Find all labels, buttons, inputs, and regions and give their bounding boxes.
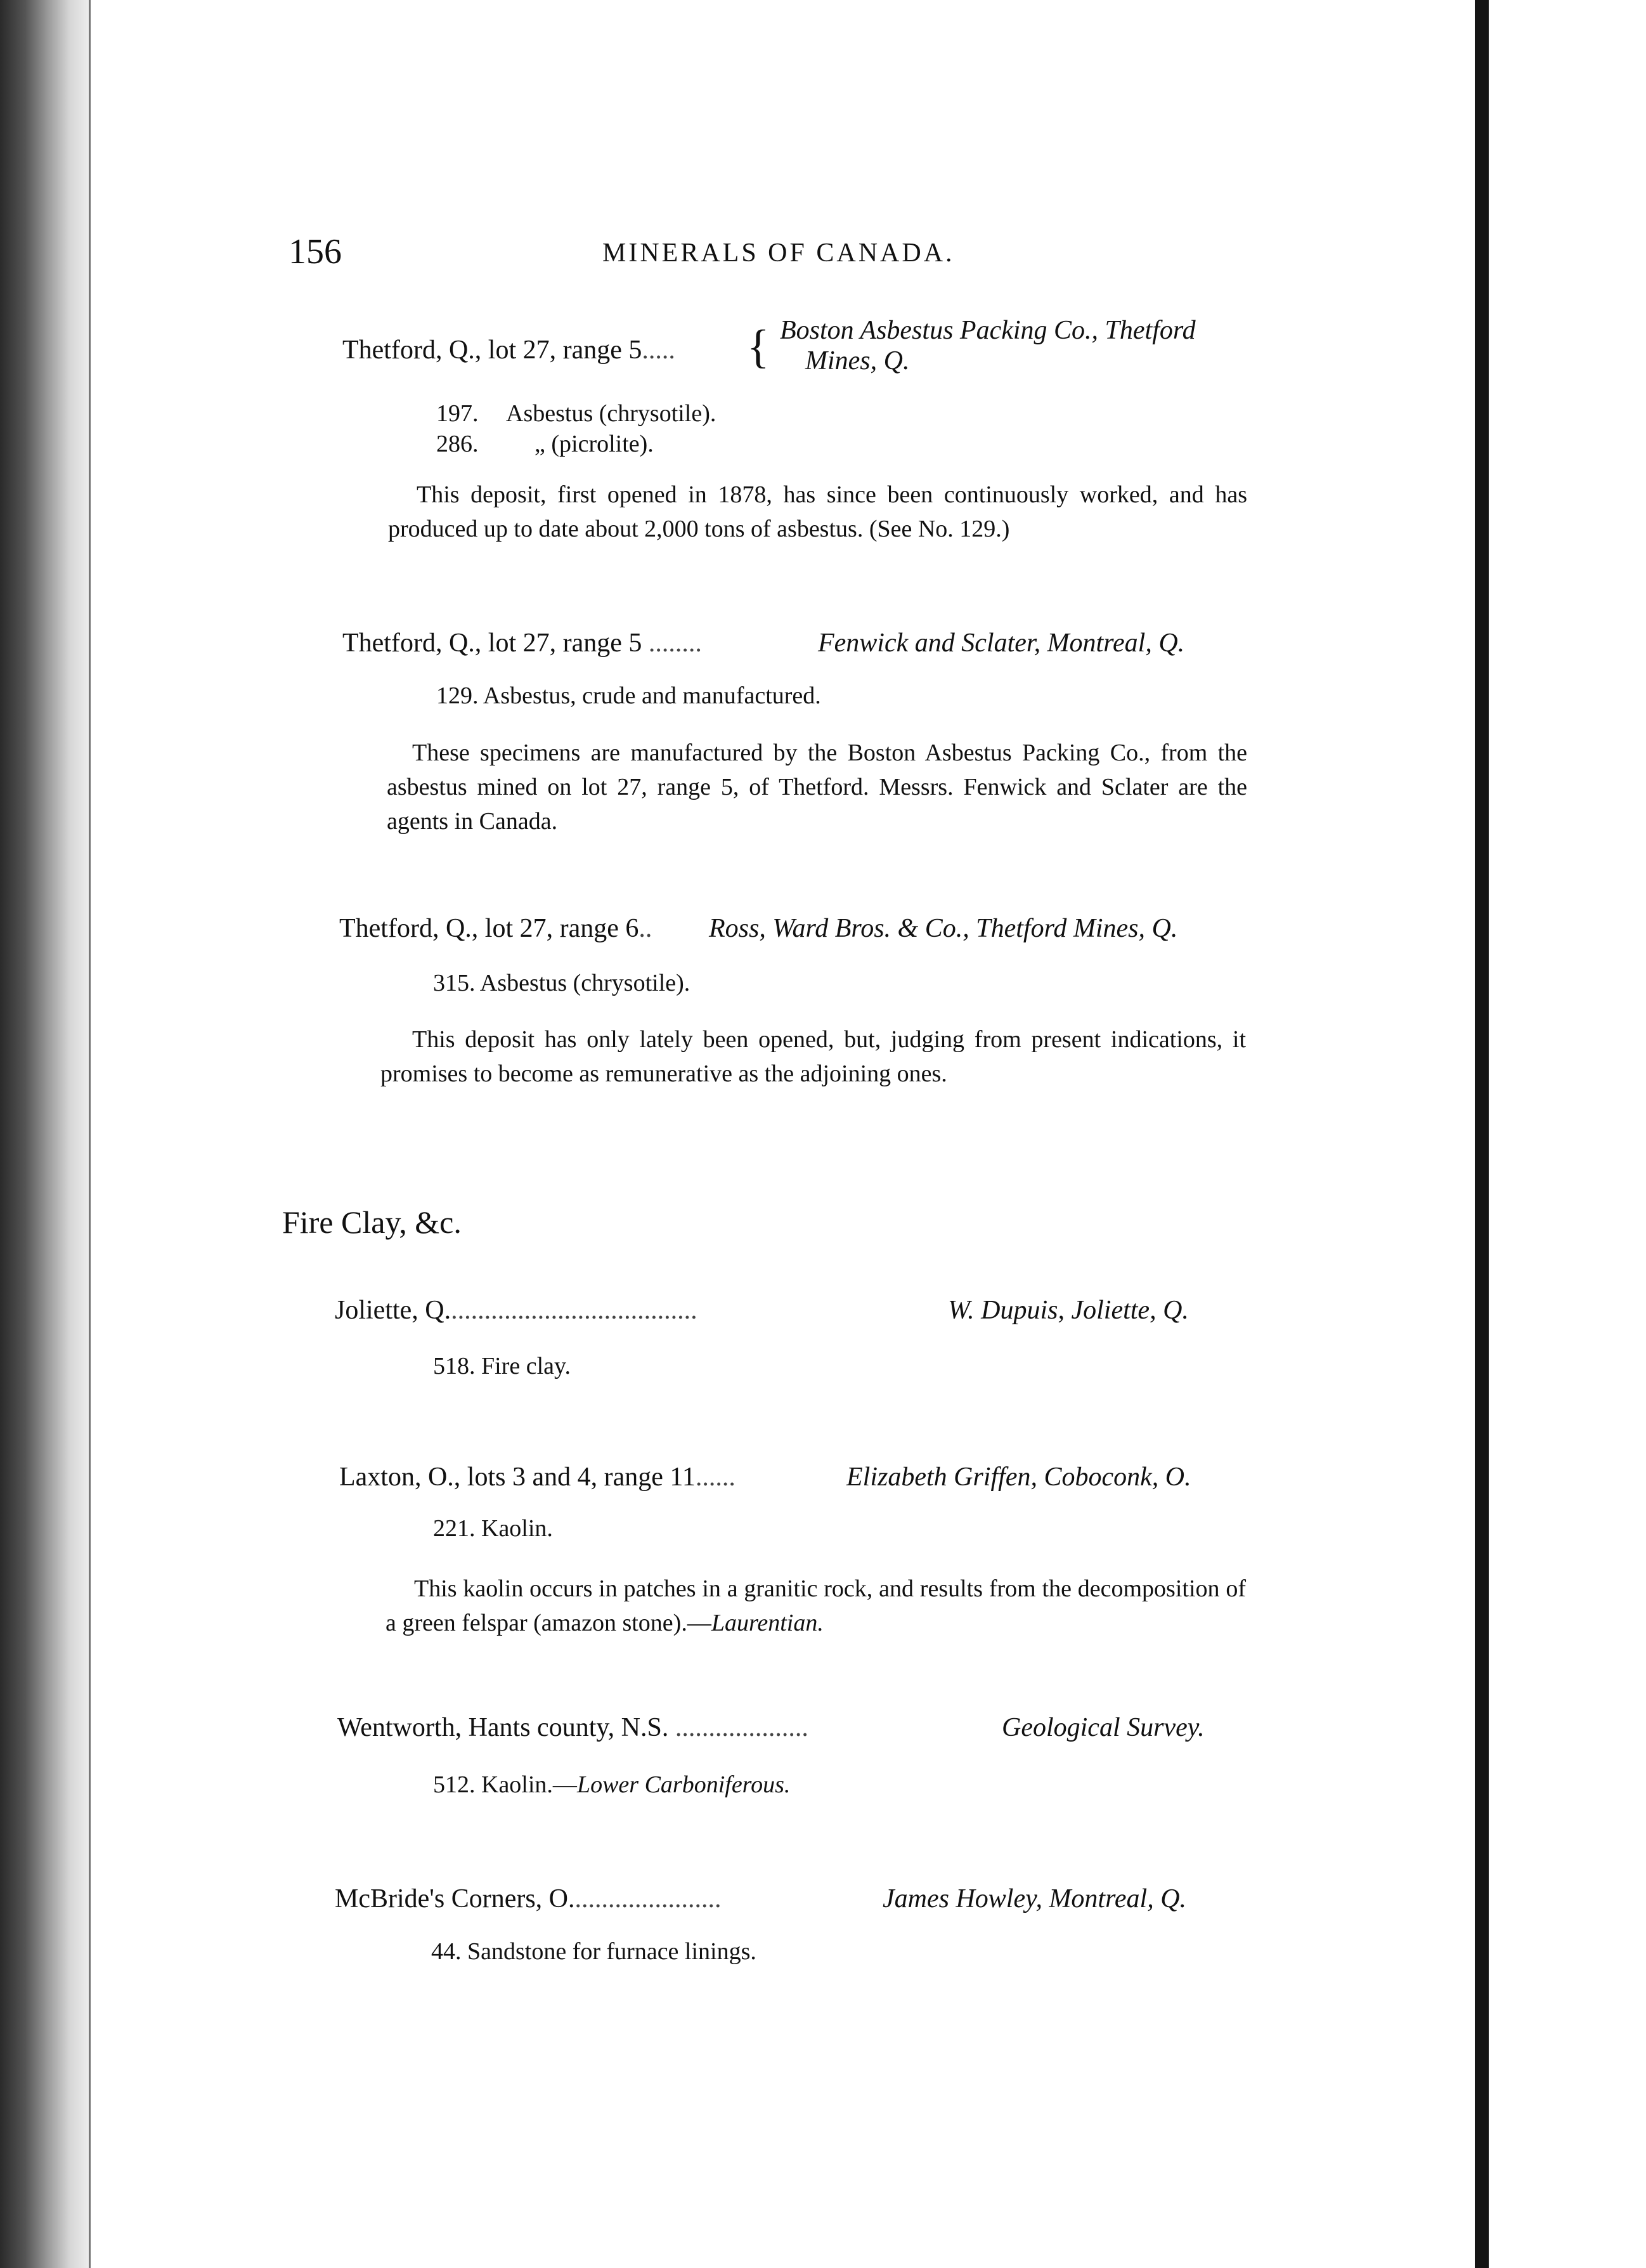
entry-specimen: 518. Fire clay. [433, 1353, 571, 1379]
locality-text: Wentworth, Hants county, N.S. [337, 1713, 669, 1742]
entry-contributor: James Howley, Montreal, Q. [883, 1884, 1187, 1913]
entry-note: These specimens are manufactured by the Boston Asbestus Packing Co., from the asbestus mined on lot 27, range 5, of Thetford. Messrs. Fenwick and Sclater are the agents in Canada. [387, 740, 1247, 835]
entry-contributor: Geological Survey. [1002, 1713, 1205, 1742]
dot-leader: .................... [675, 1713, 808, 1742]
dot-leader: ...... [695, 1463, 736, 1492]
book-spine [0, 0, 95, 2268]
entry-locality [339, 1462, 736, 1492]
entry-locality [337, 1712, 808, 1743]
entry-contributor: W. Dupuis, Joliette, Q. [948, 1296, 1189, 1325]
dot-leader: .. [638, 914, 652, 943]
specimen-number: 197. [436, 400, 479, 427]
note-text: This kaolin occurs in patches in a granitic rock, and results from the decomposition of a green felspar (amazon stone).— [386, 1575, 1246, 1636]
page-number: 156 [288, 232, 342, 271]
page-gutter [1475, 0, 1489, 2268]
entry-locality [335, 1884, 722, 1914]
entry-contributor: Ross, Ward Bros. & Co., Thetford Mines, Q. [709, 914, 1178, 943]
running-title: MINERALS OF CANADA. [602, 238, 955, 268]
locality-text: Joliette, Q. [335, 1296, 451, 1325]
specimen-text: „ (picrolite). [535, 431, 654, 457]
entry-note: This deposit, first opened in 1878, has since been continuously worked, and has produced up to date about 2,000 tons of asbestus. (See No. 129.) [388, 481, 1247, 542]
dot-leader: ..... [642, 336, 675, 365]
specimen-text: 512. Kaolin.— [433, 1771, 577, 1798]
locality-text: Thetford, Q., lot 27, range 5 [342, 336, 642, 365]
dot-leader: ........ [648, 629, 702, 658]
locality-text: Laxton, O., lots 3 and 4, range 11 [339, 1463, 696, 1492]
entry-note: This deposit has only lately been opened, but, judging from present indications, it promises to become as remunerative as the adjoining ones. [380, 1026, 1246, 1087]
entry-specimen: 129. Asbestus, crude and manufactured. [436, 682, 821, 709]
note-formation: Laurentian. [711, 1610, 824, 1636]
locality-text: McBride's Corners, O. [335, 1884, 575, 1913]
dot-leader: ...................... [574, 1884, 722, 1913]
entry-note [386, 1572, 1246, 1640]
entry-contributor-line1: Boston Asbestus Packing Co., Thetford [780, 316, 1196, 345]
entry-contributor: Elizabeth Griffen, Coboconk, O. [846, 1463, 1191, 1492]
entry-specimen: 44. Sandstone for furnace linings. [431, 1938, 756, 1965]
entry-specimen: 221. Kaolin. [433, 1515, 553, 1542]
facing-page-edge [1489, 0, 1646, 2268]
specimen-number: 286. [436, 431, 479, 457]
section-heading: Fire Clay, &c. [282, 1204, 462, 1240]
specimen-text: Asbestus (chrysotile). [506, 400, 716, 427]
entry-locality [339, 913, 652, 944]
brace-icon: { [747, 321, 770, 373]
specimen-formation: Lower Carboniferous. [576, 1771, 791, 1798]
locality-text: Thetford, Q., lot 27, range 5 [342, 629, 642, 658]
entry-contributor-line2: Mines, Q. [805, 346, 910, 375]
entry-locality [342, 628, 702, 658]
dot-leader: ..................................... [451, 1296, 697, 1325]
entry-locality [342, 335, 675, 365]
entry-locality [335, 1295, 697, 1326]
locality-text: Thetford, Q., lot 27, range 6 [339, 914, 639, 943]
entry-specimen [433, 1771, 790, 1799]
entry-specimen: 315. Asbestus (chrysotile). [433, 970, 690, 996]
entry-contributor: Fenwick and Sclater, Montreal, Q. [818, 629, 1185, 658]
